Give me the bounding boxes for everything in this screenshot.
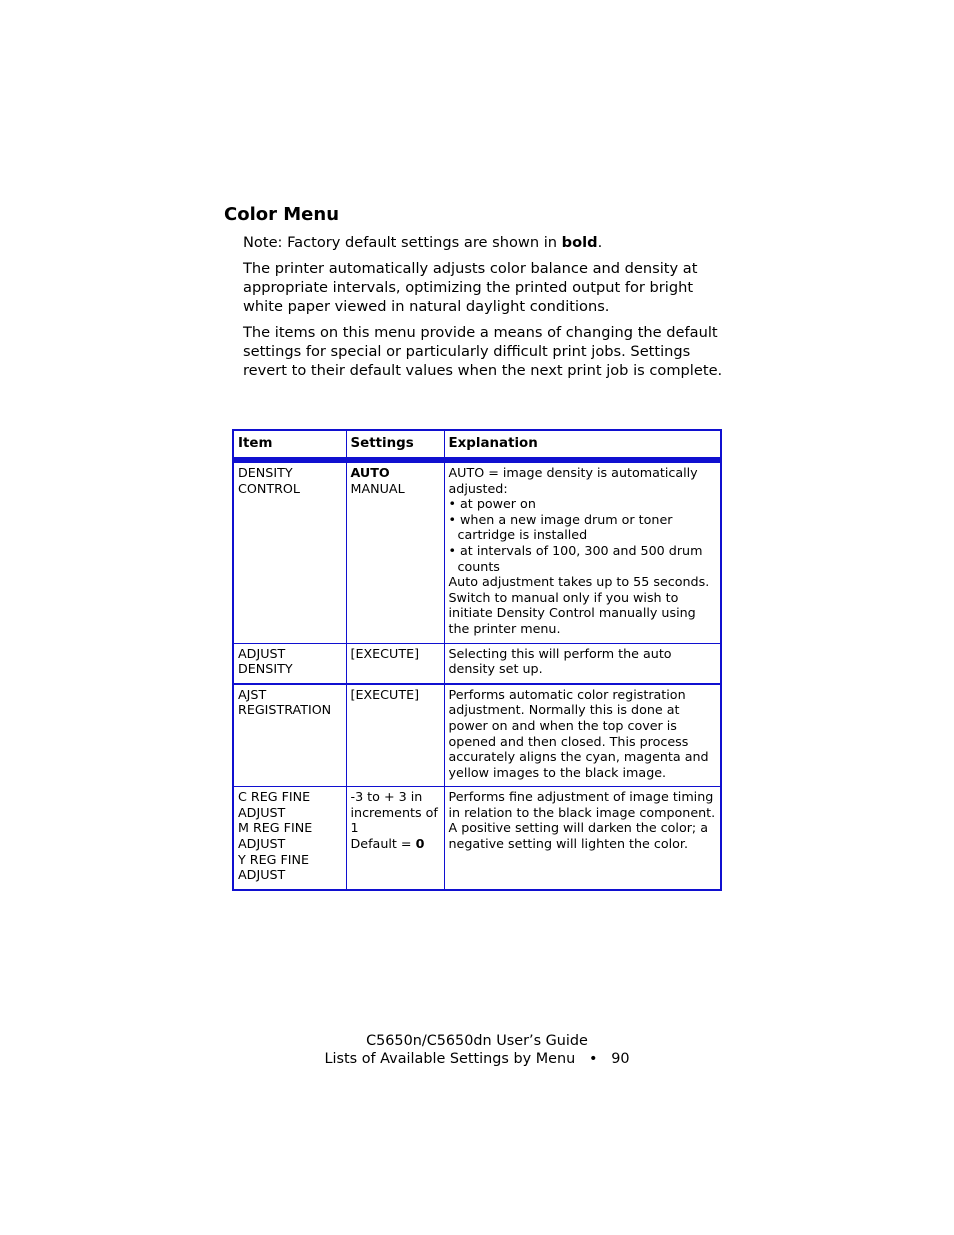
item-line: M REG FINE [238, 820, 313, 836]
item-line: REGISTRATION [238, 702, 332, 718]
setting-option: [EXECUTE] [350, 686, 420, 702]
menu-description-paragraph: The items on this menu provide a means of changing the default settings for special or particularly difficult print jobs. Settings revert to their default values when the next print job is complete. [243, 324, 723, 379]
factory-default-note [243, 233, 735, 252]
setting-option: -3 to + 3 in [350, 789, 423, 805]
bullet-item: • at power on [448, 496, 536, 512]
item-line: ADJUST [238, 867, 286, 883]
table-row [233, 643, 721, 684]
item-line: AJST [238, 686, 267, 702]
item-line: ADJUST DENSITY [238, 645, 293, 677]
footer-separator: • [588, 1051, 598, 1067]
setting-option: MANUAL [350, 480, 405, 496]
settings-cell [346, 684, 444, 787]
settings-cell [346, 460, 444, 643]
bullet-item: • at intervals of 100, 300 and 500 drum counts [448, 542, 703, 574]
settings-cell [346, 643, 444, 684]
header-settings: Settings [346, 430, 444, 460]
default-prefix: Default = [350, 836, 416, 852]
item-cell [233, 460, 346, 643]
item-line: Y REG FINE [238, 851, 310, 867]
default-setting: AUTO [350, 465, 390, 480]
item-cell [233, 684, 346, 787]
item-line: C REG FINE [238, 789, 311, 805]
item-cell [233, 787, 346, 890]
item-cell [233, 643, 346, 684]
explanation-cell [444, 684, 721, 787]
explanation-cell [444, 643, 721, 684]
explanation-text: Auto adjustment takes up to 55 seconds. [448, 574, 710, 590]
item-line: CONTROL [238, 480, 300, 496]
item-line: ADJUST [238, 804, 286, 820]
table-row [233, 460, 721, 643]
setting-option: [EXECUTE] [350, 645, 420, 661]
item-line: DENSITY [238, 465, 293, 480]
settings-cell [346, 787, 444, 890]
table-header-row [233, 430, 721, 460]
explanation-text: Performs fine adjustment of image timing in relation to the black image component. [448, 789, 716, 820]
bullet-item: • when a new image drum or toner cartridge is installed [448, 511, 673, 543]
explanation-text: Selecting this will perform the auto density set up. [448, 645, 672, 677]
intro-paragraph: The printer automatically adjusts color balance and density at appropriate intervals, optimizing the printed output for bright white paper viewed in natural daylight conditions. [243, 260, 698, 315]
explanation-text: Switch to manual only if you wish to initiate Density Control manually using the printer menu. [448, 589, 696, 636]
color-menu-table [232, 429, 722, 891]
page-title: Color Menu [224, 204, 340, 225]
table-row [233, 684, 721, 787]
table-row [233, 787, 721, 890]
note-prefix: Note: Factory default settings are shown in [243, 234, 562, 251]
note-suffix: . [597, 234, 603, 251]
explanation-text: A positive setting will darken the color; a negative setting will lighten the color. [448, 820, 709, 852]
default-value-line [351, 836, 440, 852]
explanation-cell [444, 460, 721, 643]
bullet-text: when a new image drum or toner cartridge is installed [457, 511, 673, 543]
explanation-cell [444, 787, 721, 890]
explanation-text: AUTO = image density is automatically adjusted: [448, 465, 698, 496]
bullet-text: at intervals of 100, 300 and 500 drum counts [457, 542, 703, 574]
footer-chapter: Lists of Available Settings by Menu [324, 1051, 576, 1067]
footer-guide-title: C5650n/C5650dn User’s Guide [366, 1033, 588, 1049]
header-explanation: Explanation [444, 430, 721, 460]
bullet-text: at power on [460, 496, 536, 512]
explanation-text: Performs automatic color registration adjustment. Normally this is done at power on and when the top cover is opened and then closed. This process accurately aligns the cyan, magenta and yellow images to the black image. [448, 686, 709, 780]
header-item: Item [233, 430, 346, 460]
default-value: 0 [415, 836, 425, 852]
item-line: ADJUST [238, 836, 286, 852]
note-bold-word: bold [561, 234, 598, 251]
page-number: 90 [611, 1051, 630, 1067]
setting-option: increments of 1 [350, 804, 438, 836]
footer-page-info [0, 1051, 954, 1067]
